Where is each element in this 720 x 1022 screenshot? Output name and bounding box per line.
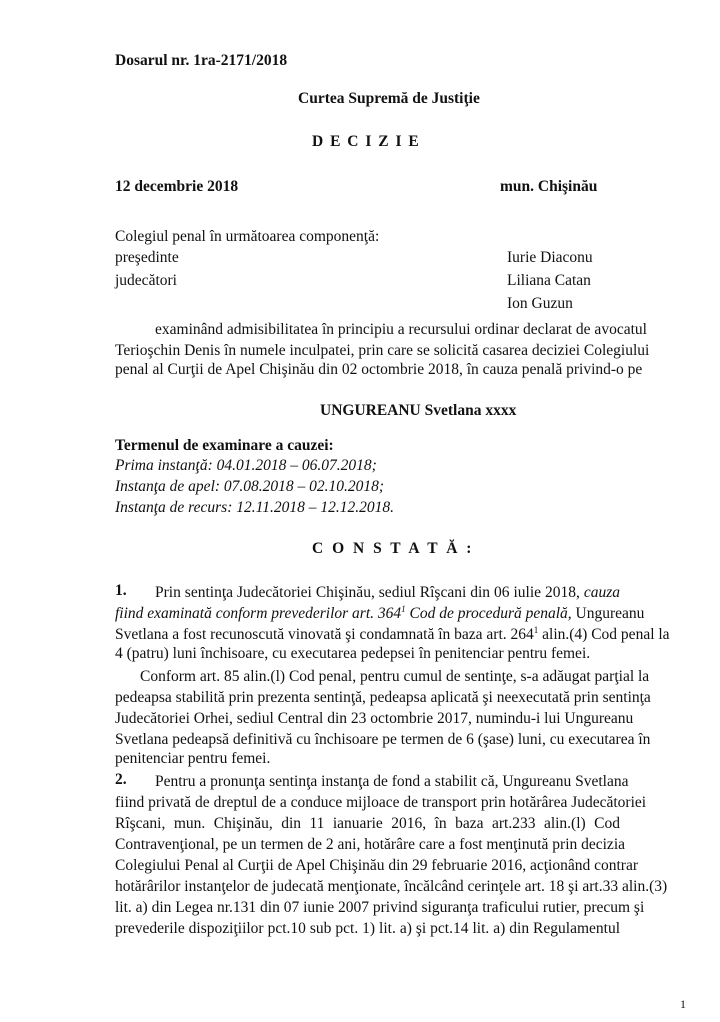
president-name: Iurie Diaconu bbox=[507, 249, 593, 266]
para2-line-4: Contravenţional, pe un termen de 2 ani, hotărâre care a fost menţinută prin decizia bbox=[115, 836, 626, 853]
para1b-line-3: Judecătoriei Orhei, sediul Central din 23 octombrie 2017, numindu-i lui Ungureanu bbox=[115, 710, 634, 727]
para2-line-3: Rîşcani, mun. Chişinău, din 11 ianuarie 2016, în baza art.233 alin.(l) Cod bbox=[115, 815, 620, 832]
para1-line-1: Prin sentinţa Judecătoriei Chişinău, sediul Rîşcani din 06 iulie 2018, cauza bbox=[155, 584, 620, 601]
term-appeal: Instanţa de apel: 07.08.2018 – 02.10.2018; bbox=[115, 478, 385, 495]
judge-name-2: Ion Guzun bbox=[507, 295, 573, 312]
para2-line-5: Colegiului Penal al Curţii de Apel Chişinău din 29 februarie 2016, acţionând contrar bbox=[115, 857, 639, 874]
examining-line-1: examinând admisibilitatea în principiu a recursului ordinar declarat de avocatul bbox=[155, 321, 647, 338]
panel-intro: Colegiul penal în următoarea componenţă: bbox=[115, 228, 380, 245]
para1-line-2: fiind examinată conform prevederilor art. $364^1$ Cod de procedură penală, Ungureanu bbox=[115, 604, 645, 622]
para1b-line-2: pedeapsa stabilită prin prezenta sentinţă, pedeapsa aplicată şi neexecutată prin sentinţa bbox=[115, 689, 651, 706]
para2-line-7: lit. a) din Legea nr.131 din 07 iunie 2007 privind siguranţa traficului rutier, precum şi bbox=[115, 899, 645, 916]
defendant-name: UNGUREANU Svetlana xxxx bbox=[320, 402, 517, 419]
terms-heading: Termenul de examinare a cauzei: bbox=[115, 437, 334, 454]
case-number: Dosarul nr. 1ra-2171/2018 bbox=[115, 52, 288, 69]
para2-line-6: hotărârilor instanţelor de judecată menţionate, încălcând cerinţele art. 18 şi art.33 alin.(3) bbox=[115, 878, 668, 895]
document-title: D E C I Z I E bbox=[312, 133, 421, 150]
president-label: preşedinte bbox=[115, 249, 179, 266]
court-name: Curtea Supremă de Justiţie bbox=[298, 90, 480, 107]
examining-line-3: penal al Curţii de Apel Chişinău din 02 octombrie 2018, în cauza penală privind-o pe bbox=[115, 361, 643, 378]
para2-line-2: fiind privată de dreptul de a conduce mijloace de transport prin hotărârea Judecătoriei bbox=[115, 794, 647, 811]
page-number: 1 bbox=[680, 997, 686, 1011]
judge-name-1: Liliana Catan bbox=[507, 272, 591, 289]
judges-label: judecători bbox=[115, 272, 177, 289]
para1-line-3: Svetlana a fost recunoscută vinovată şi condamnată în baza art. $264^1$ alin.(4) Cod penal la bbox=[115, 625, 670, 643]
paragraph-number-1: 1. bbox=[115, 582, 127, 599]
term-first-instance: Prima instanţă: 04.01.2018 – 06.07.2018; bbox=[115, 457, 377, 474]
decision-city: mun. Chişinău bbox=[500, 178, 598, 195]
para2-line-8: prevederile dispoziţiilor pct.10 sub pct. 1) lit. a) şi pct.14 lit. a) din Regulamentul bbox=[115, 920, 620, 937]
para1b-line-4: Svetlana pedeapsă definitivă cu închisoare pe termen de 6 (şase) luni, cu executarea în bbox=[115, 731, 651, 748]
paragraph-number-2: 2. bbox=[115, 771, 127, 788]
para1b-line-1: Conform art. 85 alin.(l) Cod penal, pentru cumul de sentinţe, s-a adăugat parţial la bbox=[140, 668, 650, 685]
para1-line-4: 4 (patru) luni închisoare, cu executarea pedepsei în penitenciar pentru femei. bbox=[115, 645, 591, 662]
examining-line-2: Terioşchin Denis în numele inculpatei, prin care se solicită casarea deciziei Colegiului bbox=[115, 342, 650, 359]
para1b-line-5: penitenciar pentru femei. bbox=[115, 750, 271, 767]
para2-line-1: Pentru a pronunţa sentinţa instanţa de fond a stabilit că, Ungureanu Svetlana bbox=[155, 773, 629, 790]
decision-date: 12 decembrie 2018 bbox=[115, 178, 239, 195]
term-recourse: Instanţa de recurs: 12.11.2018 – 12.12.2018. bbox=[115, 499, 394, 516]
finds-heading: C O N S T A T Ă : bbox=[312, 540, 474, 557]
